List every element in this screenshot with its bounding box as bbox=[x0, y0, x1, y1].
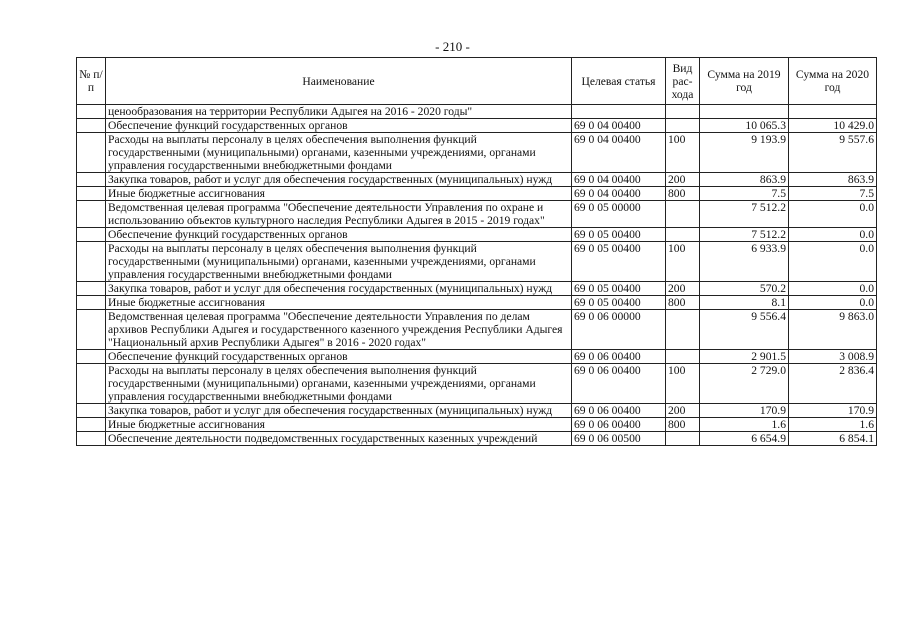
table-row bbox=[77, 228, 877, 242]
cell-name: Ведомственная целевая программа "Обеспечение деятельности Управления по делам архивов Республики Адыгея и государственного казенного учреждения Республики Адыгея "Национальный архив Республики Адыгея" в 2016 - 2020 годах" bbox=[106, 310, 572, 350]
table-row bbox=[77, 105, 877, 119]
cell-sum-2020: 10 429.0 bbox=[789, 119, 877, 133]
cell-sum-2020: 170.9 bbox=[789, 404, 877, 418]
cell-kind: 800 bbox=[666, 187, 700, 201]
cell-sum-2019: 2 729.0 bbox=[700, 364, 789, 404]
cell-kind bbox=[666, 201, 700, 228]
cell-sum-2019 bbox=[700, 105, 789, 119]
cell-name: Закупка товаров, работ и услуг для обеспечения государственных (муниципальных) нужд bbox=[106, 404, 572, 418]
cell-num bbox=[77, 350, 106, 364]
header-sum-2019: Сумма на 2019 год bbox=[700, 58, 789, 105]
cell-name: Расходы на выплаты персоналу в целях обеспечения выполнения функций государственными (муниципальными) органами, казенными учреждениями, органами управления государственными внебюджетными фондами bbox=[106, 133, 572, 173]
cell-sum-2019: 8.1 bbox=[700, 296, 789, 310]
cell-name: Обеспечение деятельности подведомственных государственных казенных учреждений bbox=[106, 432, 572, 446]
cell-sum-2019: 9 193.9 bbox=[700, 133, 789, 173]
cell-code: 69 0 04 00400 bbox=[572, 173, 666, 187]
cell-code: 69 0 05 00400 bbox=[572, 228, 666, 242]
cell-num bbox=[77, 364, 106, 404]
cell-code: 69 0 04 00400 bbox=[572, 187, 666, 201]
cell-name: Расходы на выплаты персоналу в целях обеспечения выполнения функций государственными (муниципальными) органами, казенными учреждениями, органами управления государственными внебюджетными фондами bbox=[106, 364, 572, 404]
cell-code: 69 0 06 00400 bbox=[572, 350, 666, 364]
cell-code: 69 0 06 00400 bbox=[572, 404, 666, 418]
cell-kind bbox=[666, 119, 700, 133]
page-number: - 210 - bbox=[435, 39, 470, 54]
cell-num bbox=[77, 242, 106, 282]
cell-kind: 100 bbox=[666, 364, 700, 404]
cell-name: Расходы на выплаты персоналу в целях обеспечения выполнения функций государственными (муниципальными) органами, казенными учреждениями, органами управления государственными внебюджетными фондами bbox=[106, 242, 572, 282]
table-row bbox=[77, 119, 877, 133]
table-row bbox=[77, 404, 877, 418]
header-code: Целевая статья bbox=[572, 58, 666, 105]
cell-name: Обеспечение функций государственных органов bbox=[106, 350, 572, 364]
cell-name: Закупка товаров, работ и услуг для обеспечения государственных (муниципальных) нужд bbox=[106, 173, 572, 187]
budget-table bbox=[76, 57, 877, 446]
table-row bbox=[77, 350, 877, 364]
cell-sum-2019: 7 512.2 bbox=[700, 228, 789, 242]
cell-num bbox=[77, 187, 106, 201]
cell-num bbox=[77, 173, 106, 187]
table-row bbox=[77, 242, 877, 282]
cell-num bbox=[77, 418, 106, 432]
cell-sum-2020: 1.6 bbox=[789, 418, 877, 432]
table-row bbox=[77, 282, 877, 296]
cell-kind bbox=[666, 310, 700, 350]
cell-sum-2020: 9 557.6 bbox=[789, 133, 877, 173]
cell-num bbox=[77, 133, 106, 173]
cell-name: Обеспечение функций государственных органов bbox=[106, 119, 572, 133]
cell-sum-2019: 570.2 bbox=[700, 282, 789, 296]
cell-sum-2019: 1.6 bbox=[700, 418, 789, 432]
cell-sum-2020: 0.0 bbox=[789, 242, 877, 282]
cell-kind: 100 bbox=[666, 242, 700, 282]
cell-sum-2020: 0.0 bbox=[789, 282, 877, 296]
table-row bbox=[77, 310, 877, 350]
cell-kind bbox=[666, 432, 700, 446]
cell-num bbox=[77, 228, 106, 242]
table-row bbox=[77, 432, 877, 446]
cell-num bbox=[77, 296, 106, 310]
cell-num bbox=[77, 432, 106, 446]
cell-sum-2019: 10 065.3 bbox=[700, 119, 789, 133]
cell-code: 69 0 05 00400 bbox=[572, 282, 666, 296]
cell-code: 69 0 06 00400 bbox=[572, 418, 666, 432]
cell-sum-2020: 0.0 bbox=[789, 228, 877, 242]
table-row bbox=[77, 296, 877, 310]
cell-num bbox=[77, 282, 106, 296]
cell-sum-2020: 7.5 bbox=[789, 187, 877, 201]
cell-kind: 200 bbox=[666, 404, 700, 418]
cell-sum-2020: 863.9 bbox=[789, 173, 877, 187]
cell-sum-2019: 9 556.4 bbox=[700, 310, 789, 350]
table-row bbox=[77, 201, 877, 228]
cell-sum-2019: 6 933.9 bbox=[700, 242, 789, 282]
cell-sum-2020 bbox=[789, 105, 877, 119]
cell-code: 69 0 05 00400 bbox=[572, 296, 666, 310]
cell-kind: 800 bbox=[666, 418, 700, 432]
cell-num bbox=[77, 105, 106, 119]
cell-kind bbox=[666, 350, 700, 364]
cell-sum-2019: 6 654.9 bbox=[700, 432, 789, 446]
cell-kind bbox=[666, 105, 700, 119]
cell-num bbox=[77, 310, 106, 350]
cell-num bbox=[77, 404, 106, 418]
cell-sum-2020: 9 863.0 bbox=[789, 310, 877, 350]
header-num: № п/п bbox=[77, 58, 106, 105]
cell-name: Закупка товаров, работ и услуг для обеспечения государственных (муниципальных) нужд bbox=[106, 282, 572, 296]
cell-name: Иные бюджетные ассигнования bbox=[106, 296, 572, 310]
table-header-row bbox=[77, 58, 877, 105]
header-name: Наименование bbox=[106, 58, 572, 105]
cell-kind: 200 bbox=[666, 282, 700, 296]
cell-code: 69 0 06 00500 bbox=[572, 432, 666, 446]
cell-sum-2020: 0.0 bbox=[789, 296, 877, 310]
cell-code: 69 0 04 00400 bbox=[572, 119, 666, 133]
cell-sum-2020: 2 836.4 bbox=[789, 364, 877, 404]
cell-sum-2019: 863.9 bbox=[700, 173, 789, 187]
cell-code: 69 0 04 00400 bbox=[572, 133, 666, 173]
cell-kind: 800 bbox=[666, 296, 700, 310]
cell-code bbox=[572, 105, 666, 119]
cell-sum-2020: 0.0 bbox=[789, 201, 877, 228]
cell-name: Иные бюджетные ассигнования bbox=[106, 418, 572, 432]
cell-name: Обеспечение функций государственных органов bbox=[106, 228, 572, 242]
cell-name: ценообразования на территории Республики Адыгея на 2016 - 2020 годы" bbox=[106, 105, 572, 119]
cell-code: 69 0 06 00400 bbox=[572, 364, 666, 404]
table-row bbox=[77, 364, 877, 404]
table-row bbox=[77, 187, 877, 201]
cell-kind: 200 bbox=[666, 173, 700, 187]
cell-name: Иные бюджетные ассигнования bbox=[106, 187, 572, 201]
cell-code: 69 0 06 00000 bbox=[572, 310, 666, 350]
cell-kind bbox=[666, 228, 700, 242]
cell-sum-2019: 7.5 bbox=[700, 187, 789, 201]
cell-sum-2020: 3 008.9 bbox=[789, 350, 877, 364]
cell-sum-2019: 170.9 bbox=[700, 404, 789, 418]
cell-sum-2019: 7 512.2 bbox=[700, 201, 789, 228]
table-row bbox=[77, 418, 877, 432]
header-kind: Вид рас- хода bbox=[666, 58, 700, 105]
table-row bbox=[77, 173, 877, 187]
table-row bbox=[77, 133, 877, 173]
cell-num bbox=[77, 201, 106, 228]
header-sum-2020: Сумма на 2020 год bbox=[789, 58, 877, 105]
cell-kind: 100 bbox=[666, 133, 700, 173]
cell-code: 69 0 05 00000 bbox=[572, 201, 666, 228]
cell-sum-2019: 2 901.5 bbox=[700, 350, 789, 364]
cell-name: Ведомственная целевая программа "Обеспечение деятельности Управления по охране и использованию объектов культурного наследия Республики Адыгея в 2015 - 2019 годах" bbox=[106, 201, 572, 228]
cell-code: 69 0 05 00400 bbox=[572, 242, 666, 282]
cell-sum-2020: 6 854.1 bbox=[789, 432, 877, 446]
cell-num bbox=[77, 119, 106, 133]
